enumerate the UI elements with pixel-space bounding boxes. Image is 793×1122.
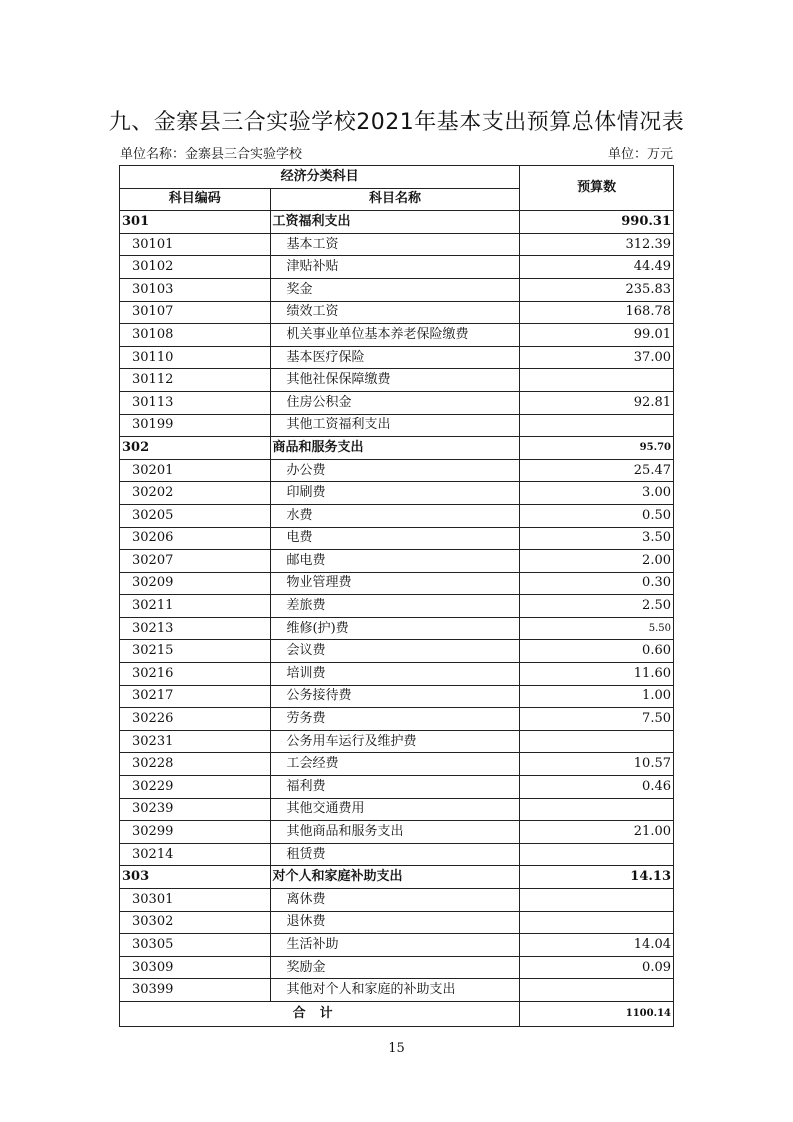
row-amount: 7.50	[520, 708, 674, 731]
table-row	[120, 708, 674, 731]
table-row	[120, 278, 674, 301]
row-name: 公务用车运行及维护费	[270, 730, 520, 753]
table-row	[120, 504, 674, 527]
row-name: 维修(护)费	[270, 617, 520, 640]
row-name: 劳务费	[270, 708, 520, 731]
row-name: 培训费	[270, 663, 520, 686]
table-row	[120, 346, 674, 369]
category-row	[120, 866, 674, 889]
row-amount	[520, 798, 674, 821]
table-row	[120, 663, 674, 686]
table-row	[120, 301, 674, 324]
header-amount: 预算数	[520, 166, 674, 211]
row-amount	[520, 979, 674, 1002]
row-code: 30211	[120, 595, 271, 618]
row-name: 基本工资	[270, 233, 520, 256]
table-row	[120, 685, 674, 708]
table-row	[120, 550, 674, 573]
row-code: 301	[120, 211, 271, 234]
row-amount	[520, 730, 674, 753]
row-name: 工会经费	[270, 753, 520, 776]
row-amount: 312.39	[520, 233, 674, 256]
row-name: 会议费	[270, 640, 520, 663]
row-code: 30202	[120, 482, 271, 505]
row-amount	[520, 843, 674, 866]
row-amount: 2.00	[520, 550, 674, 573]
row-code: 30213	[120, 617, 271, 640]
row-code: 30217	[120, 685, 271, 708]
table-row	[120, 459, 674, 482]
row-amount: 2.50	[520, 595, 674, 618]
row-code: 30110	[120, 346, 271, 369]
table-row	[120, 934, 674, 957]
table-row	[120, 911, 674, 934]
table-row	[120, 889, 674, 912]
table-row	[120, 640, 674, 663]
row-code: 30112	[120, 369, 271, 392]
row-code: 30214	[120, 843, 271, 866]
row-amount: 3.50	[520, 527, 674, 550]
category-row	[120, 211, 674, 234]
row-code: 30226	[120, 708, 271, 731]
row-code: 30299	[120, 821, 271, 844]
row-amount	[520, 911, 674, 934]
row-name: 办公费	[270, 459, 520, 482]
row-name: 差旅费	[270, 595, 520, 618]
row-amount: 168.78	[520, 301, 674, 324]
row-name: 机关事业单位基本养老保险缴费	[270, 324, 520, 347]
row-amount	[520, 369, 674, 392]
header-group: 经济分类科目	[120, 166, 520, 189]
row-code: 30206	[120, 527, 271, 550]
table-row	[120, 979, 674, 1002]
row-amount: 235.83	[520, 278, 674, 301]
row-amount: 25.47	[520, 459, 674, 482]
row-amount: 99.01	[520, 324, 674, 347]
row-code: 30199	[120, 414, 271, 437]
row-amount: 0.46	[520, 776, 674, 799]
row-code: 30399	[120, 979, 271, 1002]
table-body	[120, 211, 674, 1002]
table-row	[120, 595, 674, 618]
row-code: 302	[120, 437, 271, 460]
row-amount: 95.70	[520, 437, 674, 460]
row-amount: 0.60	[520, 640, 674, 663]
row-amount	[520, 414, 674, 437]
table-row	[120, 369, 674, 392]
row-code: 30107	[120, 301, 271, 324]
table-row	[120, 391, 674, 414]
row-name: 邮电费	[270, 550, 520, 573]
row-name: 生活补助	[270, 934, 520, 957]
row-code: 30228	[120, 753, 271, 776]
table-row	[120, 256, 674, 279]
row-name: 公务接待费	[270, 685, 520, 708]
row-name: 印刷费	[270, 482, 520, 505]
row-code: 30229	[120, 776, 271, 799]
table-row	[120, 843, 674, 866]
row-name: 工资福利支出	[270, 211, 520, 234]
row-amount: 14.04	[520, 934, 674, 957]
row-code: 30209	[120, 572, 271, 595]
row-code: 30215	[120, 640, 271, 663]
table-row	[120, 233, 674, 256]
header-code: 科目编码	[120, 188, 271, 211]
row-name: 福利费	[270, 776, 520, 799]
row-amount: 5.50	[520, 617, 674, 640]
row-amount: 37.00	[520, 346, 674, 369]
row-name: 绩效工资	[270, 301, 520, 324]
table-row	[120, 821, 674, 844]
row-name: 对个人和家庭补助支出	[270, 866, 520, 889]
table-row	[120, 482, 674, 505]
row-amount: 44.49	[520, 256, 674, 279]
table-row	[120, 324, 674, 347]
row-name: 退休费	[270, 911, 520, 934]
row-amount: 0.30	[520, 572, 674, 595]
row-amount: 92.81	[520, 391, 674, 414]
row-amount: 21.00	[520, 821, 674, 844]
table-row	[120, 572, 674, 595]
row-amount: 990.31	[520, 211, 674, 234]
row-amount: 11.60	[520, 663, 674, 686]
row-name: 奖励金	[270, 956, 520, 979]
budget-table	[119, 165, 674, 1027]
total-amount: 1100.14	[520, 1001, 674, 1026]
row-name: 电费	[270, 527, 520, 550]
page-number: 15	[388, 1041, 405, 1056]
table-row	[120, 956, 674, 979]
row-amount: 1.00	[520, 685, 674, 708]
row-code: 30216	[120, 663, 271, 686]
row-amount: 0.09	[520, 956, 674, 979]
row-code: 30207	[120, 550, 271, 573]
row-name: 物业管理费	[270, 572, 520, 595]
unit-measure: 单位：万元	[607, 147, 673, 162]
row-amount: 0.50	[520, 504, 674, 527]
header-name: 科目名称	[270, 188, 520, 211]
table-row	[120, 527, 674, 550]
table-row	[120, 798, 674, 821]
row-code: 30102	[120, 256, 271, 279]
table-row	[120, 730, 674, 753]
row-name: 其他工资福利支出	[270, 414, 520, 437]
table-row	[120, 617, 674, 640]
row-name: 基本医疗保险	[270, 346, 520, 369]
row-code: 30103	[120, 278, 271, 301]
row-code: 30205	[120, 504, 271, 527]
total-row	[120, 1001, 674, 1026]
row-name: 离休费	[270, 889, 520, 912]
row-name: 其他交通费用	[270, 798, 520, 821]
row-code: 30239	[120, 798, 271, 821]
row-code: 30301	[120, 889, 271, 912]
row-code: 30101	[120, 233, 271, 256]
row-amount: 3.00	[520, 482, 674, 505]
row-name: 津贴补贴	[270, 256, 520, 279]
row-name: 水费	[270, 504, 520, 527]
table-row	[120, 753, 674, 776]
row-name: 住房公积金	[270, 391, 520, 414]
row-code: 30201	[120, 459, 271, 482]
row-amount	[520, 889, 674, 912]
row-name: 其他对个人和家庭的补助支出	[270, 979, 520, 1002]
row-code: 303	[120, 866, 271, 889]
row-name: 租赁费	[270, 843, 520, 866]
row-name: 其他商品和服务支出	[270, 821, 520, 844]
row-code: 30309	[120, 956, 271, 979]
row-amount: 10.57	[520, 753, 674, 776]
unit-name: 单位名称：金寨县三合实验学校	[120, 147, 303, 162]
row-name: 商品和服务支出	[270, 437, 520, 460]
category-row	[120, 437, 674, 460]
row-code: 30231	[120, 730, 271, 753]
row-name: 奖金	[270, 278, 520, 301]
table-row	[120, 414, 674, 437]
row-code: 30108	[120, 324, 271, 347]
row-name: 其他社保保障缴费	[270, 369, 520, 392]
row-code: 30302	[120, 911, 271, 934]
table-row	[120, 776, 674, 799]
row-amount: 14.13	[520, 866, 674, 889]
row-code: 30305	[120, 934, 271, 957]
page-title: 九、金寨县三合实验学校2021年基本支出预算总体情况表	[108, 110, 685, 135]
total-label: 合计	[120, 1001, 520, 1026]
row-code: 30113	[120, 391, 271, 414]
